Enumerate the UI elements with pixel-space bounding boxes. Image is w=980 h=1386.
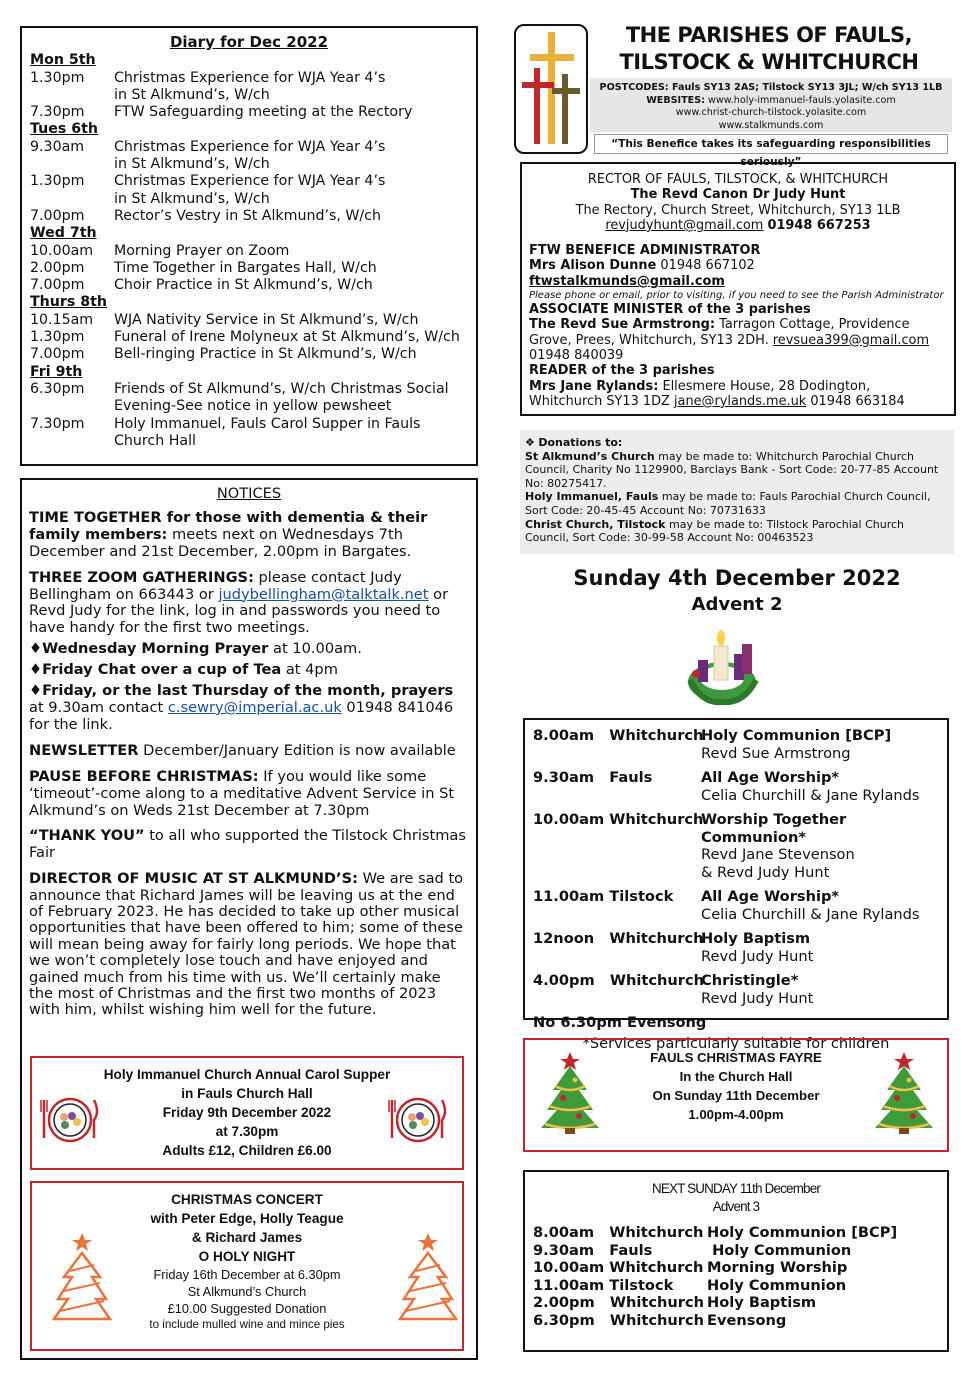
service-leader: & Revd Judy Hunt [701,863,830,881]
websites-line [590,95,952,108]
service-leader: Revd Jane Stevenson [701,846,855,863]
concert-line: & Richard James [191,1230,303,1245]
donation-text: may be made to: Whitchurch Parochial Church Council, Charity No 1129900, Barclays Bank - Sort Code: 20-77-85 Account No: 80275417. [525,449,939,490]
notice-heading: DIRECTOR OF MUSIC AT ST ALKMUND’S: [29,870,358,888]
notice-heading: TIME TOGETHER for those with dementia & their family members: [29,508,428,543]
diary-day-heading: Mon 5th [30,52,96,69]
zoom-bullet-1 [29,641,469,658]
bullet-text: at 9.30am contact [29,698,168,716]
notice-heading: PAUSE BEFORE CHRISTMAS: [29,767,259,785]
clergy-contacts [520,162,956,416]
admin-note: Please phone or email, prior to visiting, if you need to see the Parish Administrator [529,290,944,302]
diary-entry-line: WJA Nativity Service in St Alkmund’s, W/ch [114,311,419,328]
diary-entry-time: 1.30pm [30,173,85,190]
diary-entry-time: 2.00pm [30,259,85,276]
notice-text: to all who supported the Tilstock Christmas Fair [29,827,466,862]
diary-entry [30,208,468,225]
zoom-email-link[interactable]: judybellingham@talktalk.net [218,585,429,603]
bullet-text: at 10.00am. [268,640,362,658]
diary-entry [30,346,468,363]
crosses-logo-icon [516,26,586,152]
concert-line: CHRISTMAS CONCERT [171,1192,323,1207]
service-name: Holy Baptism [701,930,811,947]
next-sunday-panel [523,1170,949,1352]
carol-supper-box [30,1056,464,1170]
diary-entry-time: 9.30am [30,138,85,155]
fayre-line: On Sunday 11th December [652,1088,820,1103]
bullet-heading: Friday Chat over a cup of Tea [42,661,282,679]
diary-entry [30,312,468,329]
rector-address: The Rectory, Church Street, Whitchurch, SY13 1LB [575,202,901,218]
service-leader: Revd Sue Armstrong [701,744,851,762]
next-sunday-rows [533,1224,939,1329]
next-service-time-place: 10.00am Whitchurch [533,1259,704,1276]
websites-label: WEBSITES: [646,94,705,106]
reader-name: Mrs Jane Rylands: [529,378,659,394]
notice-newsletter [29,743,469,760]
admin-line [529,258,947,289]
diary-entry [30,260,468,277]
diary-entry [30,139,468,174]
diary-day-heading: Thurs 8th [30,294,108,311]
website-link[interactable]: www.holy-immanuel-fauls.yolasite.com [708,94,896,106]
rector-name: The Revd Canon Dr Judy Hunt [630,187,846,203]
concert-line: St Alkmund’s Church [187,1284,307,1299]
diary-entry-line: Funeral of Irene Molyneux at St Alkmund’s, W/ch [114,329,460,346]
next-sunday-sub: Advent 3 [712,1199,760,1214]
diary-entry-description [114,139,468,174]
donations-panel [520,430,954,554]
parish-logo [514,24,588,154]
service-details [701,811,939,881]
diary-entry [30,277,468,294]
service-details [701,930,939,965]
advent-wreath-icon [682,624,762,710]
diary-entry-line: in St Alkmund’s, W/ch [114,156,270,173]
diary-title: Diary for Dec 2022 [169,33,329,51]
bullet-heading: Friday, or the last Thursday of the month, prayers [42,682,454,700]
sunday-subtitle: Advent 2 [691,594,783,615]
diary-entry-description [114,381,468,416]
service-row [533,930,939,965]
christmas-tree-outline-icon [50,1231,114,1325]
diary-entry-line: Christmas Experience for WJA Year 4’s [114,173,386,190]
service-time-place: 11.00am Tilstock [533,888,674,905]
diary-entry [30,416,468,451]
notice-director [29,871,469,1019]
service-leader: Celia Churchill & Jane Rylands [701,786,920,804]
diary-panel [20,26,478,466]
next-service-name: Morning Worship [707,1259,848,1276]
diary-entry-description [114,104,468,121]
service-time-place: 8.00am Whitchurch [533,727,704,744]
diary-day-heading: Fri 9th [30,363,83,380]
donations-heading [525,436,949,450]
website-link[interactable]: www.stalkmunds.com [718,119,824,131]
carol-line: in Fauls Church Hall [181,1086,313,1101]
sunday-title: Sunday 4th December 2022 [573,566,901,590]
next-service-row [533,1312,939,1330]
diary-entry-time: 7.30pm [30,104,85,121]
admin-email-link[interactable]: ftwstalkmunds@gmail.com [529,273,725,289]
next-sunday-heading: NEXT SUNDAY 11th December [651,1181,821,1196]
service-name: All Age Worship* [701,888,840,905]
reader-line [529,379,947,410]
next-service-time-place: 9.30am Fauls [533,1241,653,1259]
service-name: Holy Communion [BCP] [701,727,892,744]
diary-entry-line: in St Alkmund’s, W/ch [114,190,270,207]
service-name: All Age Worship* [701,769,840,786]
sunday-services [523,718,949,1052]
diamond-bullet-icon: ♦ [29,682,43,700]
assoc-phone: 01948 840039 [529,347,624,363]
fayre-line: In the Church Hall [679,1069,793,1084]
concert-line: to include mulled wine and mince pies [149,1318,345,1331]
diary-entry [30,70,468,105]
service-list [533,727,939,1007]
notice-text: December/January Edition is now available [138,741,456,759]
diary-entry-time: 7.00pm [30,207,85,224]
diary-entry [30,104,468,121]
diary-entry [30,173,468,208]
bullet-text: at 4pm [281,661,338,679]
diary-entry-description [114,329,468,346]
evensong-note: No 6.30pm Evensong [533,1014,707,1031]
admin-heading: FTW BENEFICE ADMINISTRATOR [529,243,761,259]
diary-entry-time: 10.00am [30,242,94,259]
diamond-bullet-icon: ♦ [29,661,43,679]
zoom-bullet-2 [29,662,469,679]
next-service-name: Holy Communion [707,1241,852,1259]
diary-entry-line: FTW Safeguarding meeting at the Rectory [114,104,413,121]
diary-entry-time: 6.30pm [30,380,85,397]
diary-entry-time: 7.00pm [30,346,85,363]
diary-day-heading: Tues 6th [30,121,98,138]
notice-heading: “THANK YOU” [29,827,145,845]
carol-line: Friday 9th December 2022 [162,1105,332,1120]
service-details [701,769,939,804]
next-service-name: Holy Communion [707,1276,847,1294]
service-details [701,972,939,1007]
notice-pause [29,769,469,820]
diary-entry-description [114,243,468,260]
donation-text: may be made to: Tilstock Parochial Church Council, Sort Code: 30-99-58 Account No: 00463523 [525,517,905,545]
zoom-bullet-3 [29,683,469,734]
next-service-time-place: 2.00pm Whitchurch [533,1294,705,1311]
next-service-row [533,1224,939,1242]
service-row [533,727,939,762]
diary-entry-description [114,416,468,451]
diary-entry [30,381,468,416]
four-diamond-bullet-icon: ❖ [525,436,539,449]
diary-entry-line: Christmas Experience for WJA Year 4’s [114,138,386,155]
next-service-row [533,1259,939,1277]
diary-entry [30,329,468,346]
notice-text: We are sad to announce that Richard James will be leaving us at the end of February 2023. He has decided to take up other musical opportunities that have been offered to him; some of these will mean being away for fairly long periods. We hope that we won’t completely lose touch and have enjoyed and gained much from his time with us. We’ll certainly make the most of Christmas and the first two months of 2023 with him, whilst wishing him well for the future. [29,870,464,1019]
service-time-place: 12noon Whitchurch [533,930,704,947]
diary-entry-line: Church Hall [114,432,196,449]
postcodes: POSTCODES: Fauls SY13 2AS; Tilstock SY13 3JL; W/ch SY13 1LB [599,82,943,93]
diary-entry-description [114,260,468,277]
diary-day-heading: Wed 7th [30,225,97,242]
website-link[interactable]: www.christ-church-tilstock.yolasite.com [675,107,867,118]
reader-email-link[interactable]: jane@rylands.me.uk [673,393,807,409]
assoc-email-link[interactable]: revsuea399@gmail.com [772,332,929,348]
fayre-line: 1.00pm-4.00pm [688,1107,784,1122]
concert-line: £10.00 Suggested Donation [167,1301,327,1316]
concert-line: with Peter Edge, Holly Teague [150,1211,344,1226]
diary-entry-line: Bell-ringing Practice in St Alkmund’s, W/ch [114,346,417,363]
reader-phone: 01948 663184 [806,393,905,409]
service-details [701,727,939,762]
diary-entry-line: Rector’s Vestry in St Alkmund’s, W/ch [114,207,381,224]
service-row [533,811,939,881]
service-name: Christingle* [701,972,799,989]
admin-name: Mrs Alison Dunne [529,258,657,274]
dinner-plate-icon [386,1092,448,1148]
diary-entry-time: 10.15am [30,311,94,328]
services-footnote: *Services particularly suitable for children [582,1034,890,1052]
assoc-address: Tarragon Cottage, Providence Grove, Prees, Whitchurch, SY13 2DH. [529,317,910,348]
reader-address: Ellesmere House, 28 Dodington, Whitchurch SY13 1DZ [529,378,871,409]
notice-text: please contact Judy Bellingham on 663443 or [29,568,402,603]
carol-line: Holy Immanuel Church Annual Carol Supper [103,1067,391,1082]
rector-phone: 01948 667253 [767,217,871,233]
christmas-tree-outline-icon [396,1231,460,1325]
notice-text: If you would like some ‘timeout’-come along to a meditative Advent Service in St Alkmund’s on Weds 21st December at 7.30pm [29,767,455,819]
donation-church: St Alkmund’s Church [525,449,655,463]
notice-zoom [29,570,469,638]
rector-email-link[interactable]: revjudyhunt@gmail.com [605,217,764,233]
diamond-bullet-icon: ♦ [29,640,43,658]
rector-heading: RECTOR OF FAULS, TILSTOCK, & WHITCHURCH [587,172,889,187]
diary-entry-line: Choir Practice in St Alkmund’s, W/ch [114,277,373,294]
assoc-name: The Revd Sue Armstrong: [529,317,716,333]
next-service-row [533,1242,939,1260]
title-line: TILSTOCK & WHITCHURCH [619,50,919,74]
donation-text: may be made to: Fauls Parochial Church Council, Sort Code: 20-45-45 Account No: 70731633 [525,490,931,517]
service-details [701,888,939,923]
assoc-line [529,317,947,348]
notice-text: meets next on Wednesdays 7th December and 21st December, 2.00pm in Bargates. [29,525,412,560]
service-row [533,888,939,923]
page-title [594,22,944,76]
notice-time-together [29,510,469,561]
diary-entry-line: Morning Prayer on Zoom [114,242,290,259]
diary-entry-line: Evening-See notice in yellow pewsheet [114,398,392,415]
next-service-name: Evensong [707,1311,787,1329]
assoc-heading: ASSOCIATE MINISTER of the 3 parishes [529,302,811,318]
title-line: THE PARISHES OF FAULS, [625,23,913,47]
notices-title: NOTICES [216,485,282,502]
diary-entry [30,243,468,260]
bullet-text: 01948 841046 for the link. [29,698,454,733]
donation-item [525,450,949,491]
notice-thanks [29,828,469,862]
donations-title: Donations to: [538,436,623,449]
postcodes-websites [590,78,952,132]
donation-church: Christ Church, Tilstock [525,517,666,531]
christmas-tree-icon [871,1050,937,1134]
christmas-tree-icon [537,1050,603,1134]
notice-heading: NEWSLETTER [29,741,139,759]
fayre-line: FAULS CHRISTMAS FAYRE [650,1050,822,1065]
donation-item [525,490,949,517]
diary-entry-description [114,208,468,225]
diary-entry-description [114,346,468,363]
concert-line: O HOLY NIGHT [198,1249,296,1264]
notice-text: or Revd Judy for the link, log in and passwords you need to have handy for the first two meetings. [29,585,449,637]
reader-heading: READER of the 3 parishes [529,363,715,379]
service-leader: Revd Judy Hunt [701,989,814,1007]
next-service-time-place: 6.30pm Whitchurch [533,1311,705,1329]
service-time-place: 10.00am Whitchurch [533,811,704,828]
diary-entry-time: 7.00pm [30,277,85,294]
diary-days [30,52,468,450]
service-name: Worship Together Communion* [701,811,847,846]
safeguarding-motto: “This Benefice takes its safeguarding responsibilities seriously” [594,134,948,154]
next-service-row [533,1277,939,1295]
diary-entry-line: in St Alkmund’s, W/ch [114,86,270,103]
service-leader: Revd Judy Hunt [701,947,814,965]
next-service-name: Holy Communion [BCP] [707,1224,898,1241]
next-service-time-place: 8.00am Whitchurch [533,1224,704,1241]
donation-item [525,518,949,545]
dinner-plate-icon [38,1092,100,1148]
diary-entry-description [114,312,468,329]
service-row [533,769,939,804]
service-row [533,972,939,1007]
christmas-concert-box [30,1181,464,1351]
service-leader: Celia Churchill & Jane Rylands [701,905,920,923]
admin-phone: 01948 667102 [656,258,755,274]
diary-entry-description [114,277,468,294]
diary-entry-time: 1.30pm [30,69,85,86]
diary-entry-description [114,173,468,208]
next-service-row [533,1294,939,1312]
diary-entry-line: Friends of St Alkmund’s, W/ch Christmas Social [114,380,449,397]
concert-line: Friday 16th December at 6.30pm [153,1267,341,1282]
service-time-place: 9.30am Fauls [533,769,653,786]
next-service-name: Holy Baptism [707,1294,817,1311]
diary-entry-time: 1.30pm [30,329,85,346]
bullet-heading: Wednesday Morning Prayer [42,640,269,658]
fauls-fayre-box [523,1038,949,1152]
diary-entry-line: Christmas Experience for WJA Year 4’s [114,69,386,86]
carol-line: at 7.30pm [215,1124,279,1139]
diary-entry-line: Time Together in Bargates Hall, W/ch [114,259,377,276]
carol-line: Adults £12, Children £6.00 [162,1143,332,1158]
donation-church: Holy Immanuel, Fauls [525,490,659,504]
service-time-place: 4.00pm Whitchurch [533,972,705,989]
notice-heading: THREE ZOOM GATHERINGS: [29,568,254,586]
diary-entry-line: Holy Immanuel, Fauls Carol Supper in Fauls [114,415,421,432]
diary-entry-time: 7.30pm [30,415,85,432]
prayers-email-link[interactable]: c.sewry@imperial.ac.uk [167,698,342,716]
next-service-time-place: 11.00am Tilstock [533,1276,674,1294]
rector-contact [529,218,947,233]
diary-entry-description [114,70,468,105]
